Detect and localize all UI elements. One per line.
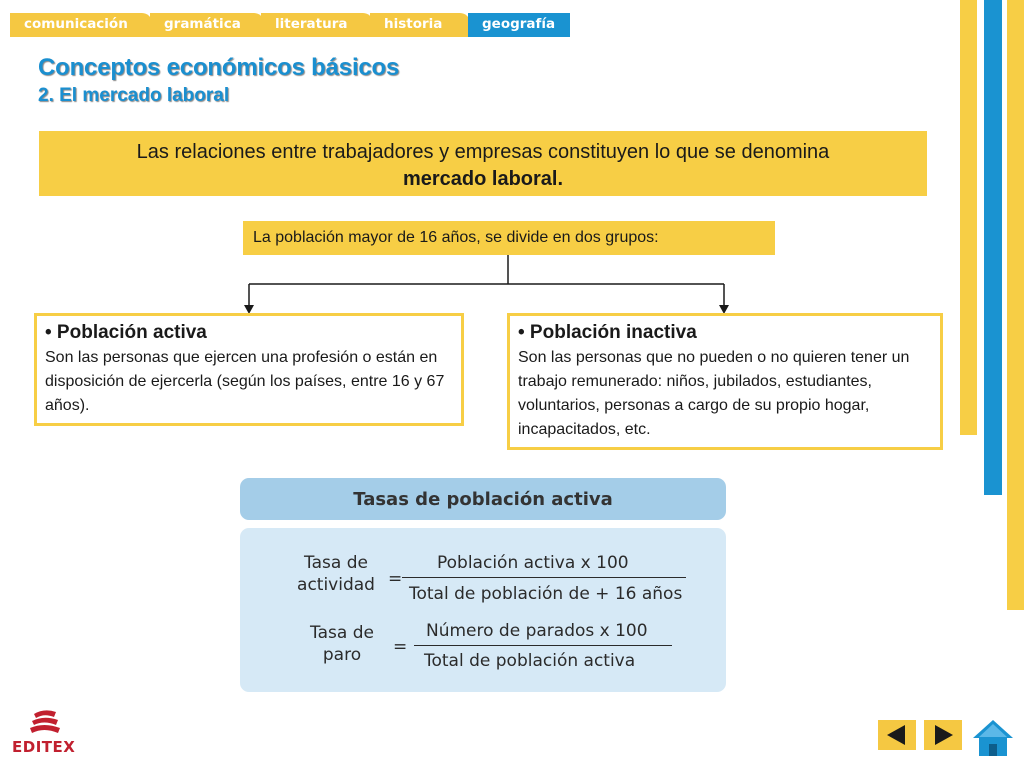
tab-historia[interactable] xyxy=(370,13,470,37)
unemployment-rate-label xyxy=(296,622,388,666)
unemployment-denominator: Total de población activa xyxy=(424,651,636,671)
tab-label: comunicación xyxy=(24,16,128,32)
activity-numerator: Población activa x 100 xyxy=(437,553,629,573)
home-button[interactable] xyxy=(972,718,1014,758)
rates-header: Tasas de población activa xyxy=(240,478,726,520)
tab-label: geografía xyxy=(482,16,556,32)
decorative-bar-yellow-right xyxy=(1007,0,1024,610)
population-intro: La población mayor de 16 años, se divide en dos grupos: xyxy=(243,221,775,255)
unemployment-rate-label-line1: Tasa de xyxy=(310,623,374,643)
rates-panel xyxy=(240,528,726,692)
unemployment-fraction-line xyxy=(414,645,672,646)
page-subtitle: 2. El mercado laboral xyxy=(38,85,230,106)
active-population-title: • Población activa xyxy=(45,322,207,343)
activity-fraction-line xyxy=(402,577,686,578)
tab-label: historia xyxy=(384,16,443,32)
unemployment-equals: = xyxy=(393,637,408,657)
active-population-box xyxy=(34,313,464,426)
activity-rate-label-line2: actividad xyxy=(297,575,375,595)
unemployment-rate-label-line2: paro xyxy=(322,645,362,665)
page-title: Conceptos económicos básicos xyxy=(38,54,400,81)
definition-text: Las relaciones entre trabajadores y empresas constituyen lo que se denomina xyxy=(136,141,830,163)
decorative-bar-yellow xyxy=(960,0,977,435)
section-tabs xyxy=(10,13,570,37)
tab-label: literatura xyxy=(275,16,348,32)
tab-gramatica[interactable] xyxy=(150,13,264,37)
active-population-text: Son las personas que ejercen una profesión o están en disposición de ejercerla (según los países, entre 16 y 67 años). xyxy=(45,349,445,414)
tab-literatura[interactable] xyxy=(261,13,373,37)
definition-box xyxy=(39,131,927,196)
editex-logo xyxy=(12,708,82,758)
next-button[interactable] xyxy=(924,720,962,750)
previous-arrow-icon xyxy=(878,720,916,750)
next-arrow-icon xyxy=(924,720,962,750)
activity-equals: = xyxy=(388,569,403,589)
tab-geografia[interactable] xyxy=(468,13,570,37)
inactive-population-box xyxy=(507,313,943,450)
previous-button[interactable] xyxy=(878,720,916,750)
definition-term: mercado laboral. xyxy=(402,168,564,190)
home-icon xyxy=(972,718,1014,758)
editex-logo-text: EDITEX xyxy=(12,738,76,756)
tab-comunicacion[interactable] xyxy=(10,13,152,37)
activity-rate-label-line1: Tasa de xyxy=(304,553,368,573)
activity-denominator: Total de población de + 16 años xyxy=(409,584,683,604)
inactive-population-title: • Población inactiva xyxy=(518,322,697,343)
inactive-population-text: Son las personas que no pueden o no quieren tener un trabajo remunerado: niños, jubilados, estudiantes, voluntarios, personas a cargo de su propio hogar, incapacitados, etc. xyxy=(518,349,910,438)
tab-label: gramática xyxy=(164,16,241,32)
decorative-bar-blue xyxy=(984,0,1002,495)
unemployment-numerator: Número de parados x 100 xyxy=(426,621,648,641)
activity-rate-label xyxy=(284,552,388,596)
